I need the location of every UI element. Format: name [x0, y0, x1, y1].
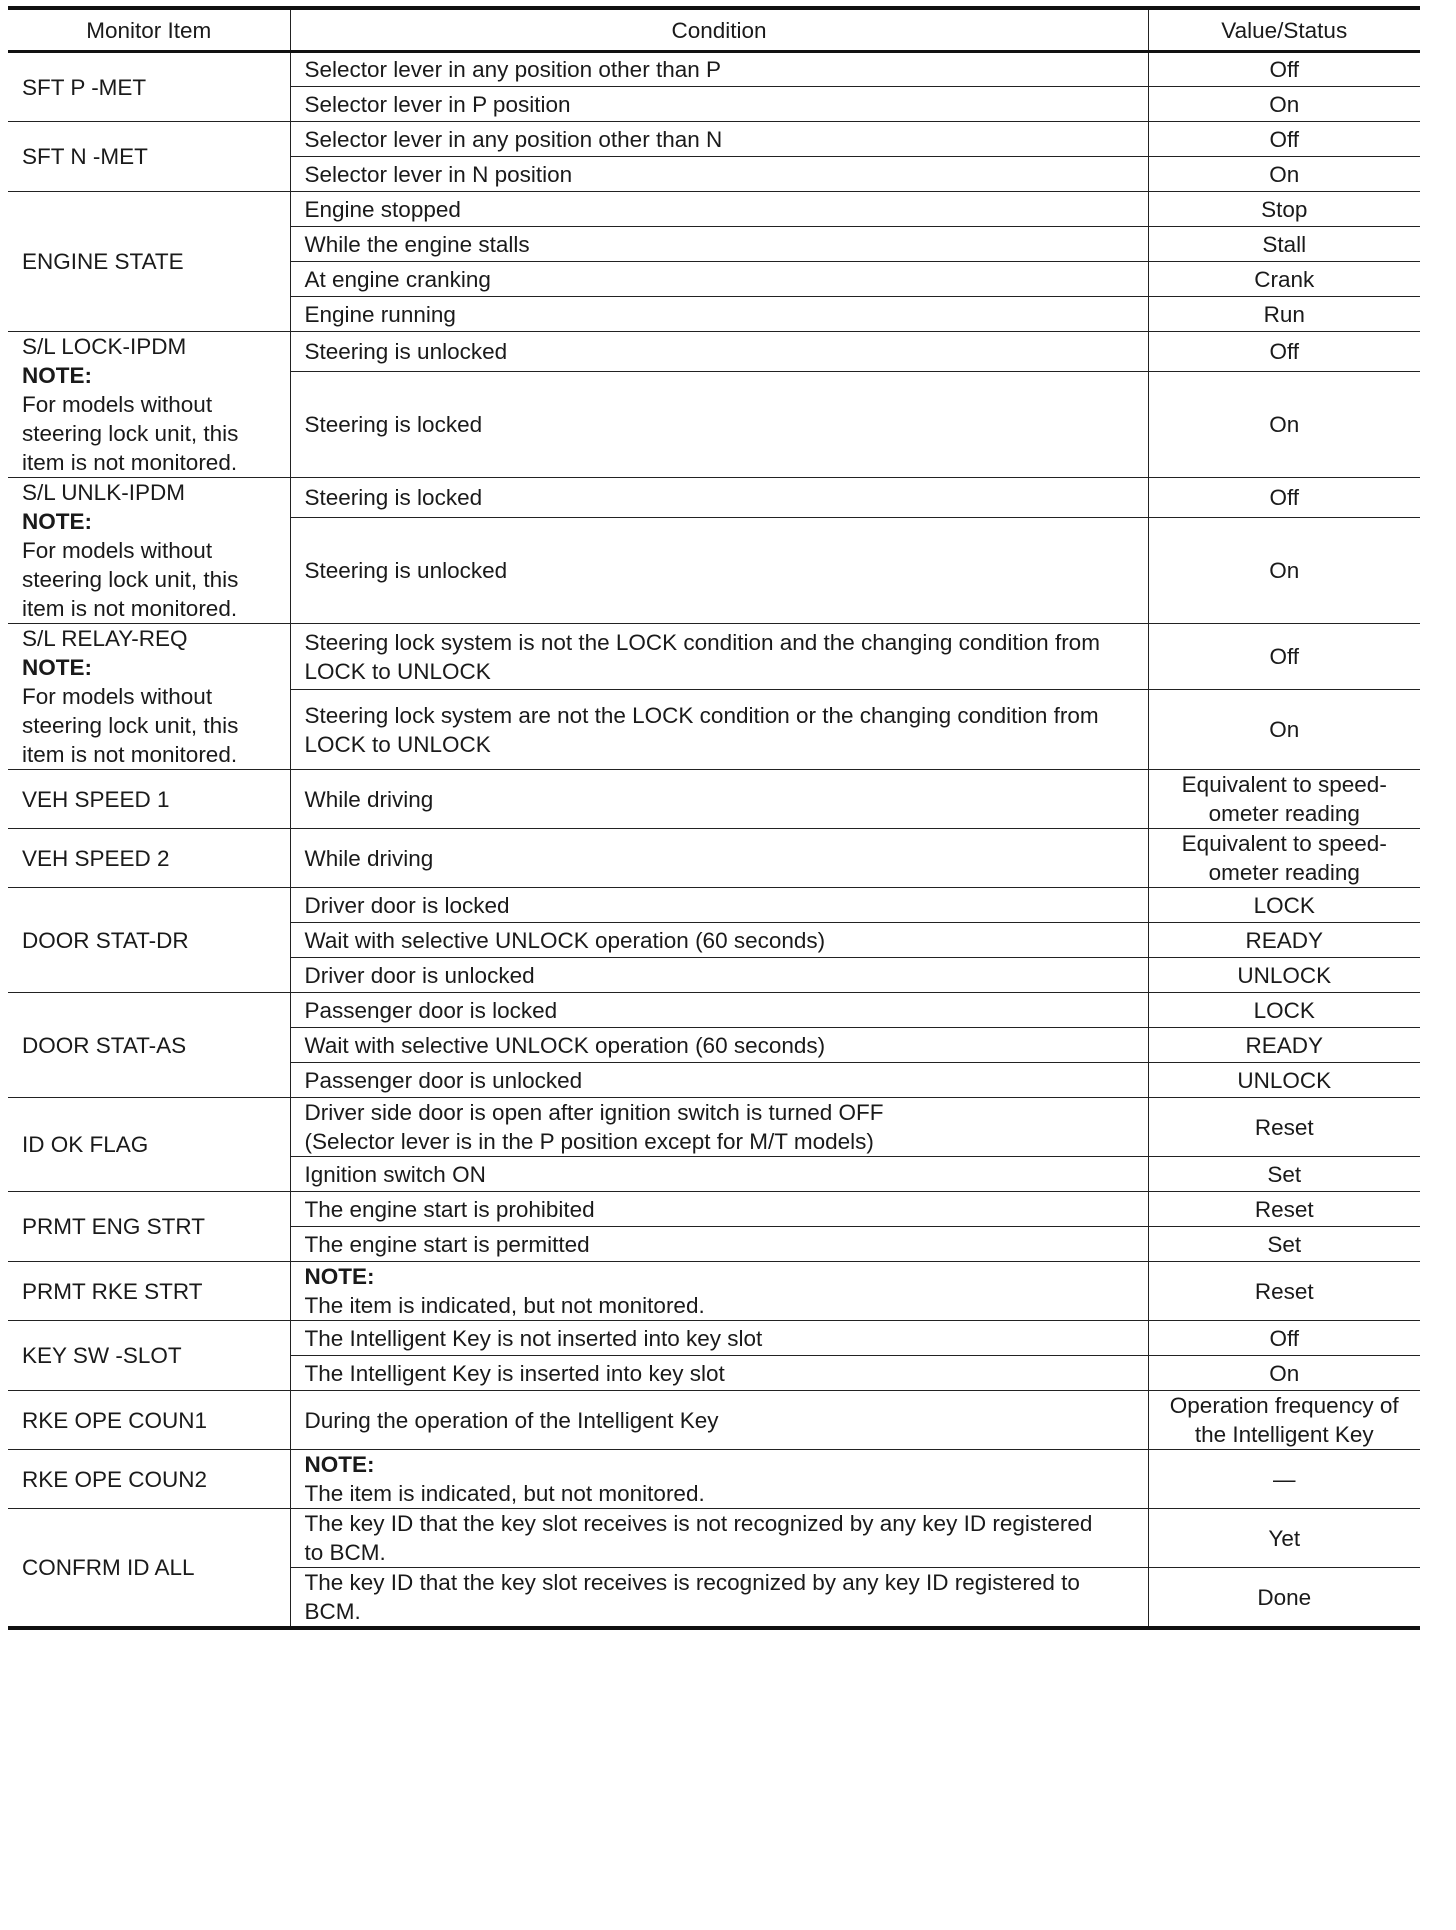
monitor-item-cell [8, 332, 290, 478]
condition-line: BCM. [304, 1599, 361, 1624]
value-cell: Done [1148, 1568, 1420, 1629]
condition-cell: While driving [290, 770, 1148, 829]
value-line: ometer reading [1208, 860, 1360, 885]
value-line: the Intelligent Key [1194, 1422, 1374, 1447]
header-monitor-item: Monitor Item [8, 8, 290, 52]
value-cell: Set [1148, 1227, 1420, 1262]
monitor-item-cell: PRMT RKE STRT [8, 1262, 290, 1321]
table-row [8, 1509, 1420, 1568]
value-cell: On [1148, 87, 1420, 122]
table-row [8, 1391, 1420, 1450]
condition-cell [290, 624, 1148, 690]
table-row [8, 888, 1420, 923]
table-row [8, 332, 1420, 372]
monitor-item-table [8, 6, 1420, 1630]
condition-cell: Selector lever in N position [290, 157, 1148, 192]
table-row [8, 192, 1420, 227]
condition-cell: During the operation of the Intelligent Key [290, 1391, 1148, 1450]
condition-cell: Passenger door is locked [290, 993, 1148, 1028]
condition-cell: While driving [290, 829, 1148, 888]
condition-line: The key ID that the key slot receives is not recognized by any key ID registered [304, 1511, 1093, 1536]
condition-cell: Passenger door is unlocked [290, 1063, 1148, 1098]
condition-line: to BCM. [304, 1540, 386, 1565]
table-header-row [8, 8, 1420, 52]
condition-cell [290, 1509, 1148, 1568]
condition-line: Steering lock system are not the LOCK condition or the changing condition from [304, 702, 1099, 728]
value-cell: Reset [1148, 1192, 1420, 1227]
condition-cell: The engine start is prohibited [290, 1192, 1148, 1227]
value-cell: READY [1148, 1028, 1420, 1063]
note-label: NOTE: [22, 363, 92, 388]
condition-line: LOCK to UNLOCK [304, 658, 491, 684]
condition-cell: Ignition switch ON [290, 1157, 1148, 1192]
condition-line: The item is indicated, but not monitored. [304, 1293, 705, 1318]
value-cell: Off [1148, 52, 1420, 87]
monitor-item-cell: ENGINE STATE [8, 192, 290, 332]
value-cell: Off [1148, 122, 1420, 157]
condition-cell: Steering is locked [290, 478, 1148, 518]
table-row [8, 1321, 1420, 1356]
monitor-item-cell: RKE OPE COUN1 [8, 1391, 290, 1450]
value-cell: On [1148, 690, 1420, 770]
note-text: For models without [22, 392, 213, 417]
value-line: Operation frequency of [1169, 1393, 1399, 1418]
condition-line: The key ID that the key slot receives is recognized by any key ID registered to [304, 1570, 1080, 1595]
value-cell: READY [1148, 923, 1420, 958]
value-cell: Off [1148, 1321, 1420, 1356]
note-label: NOTE: [22, 509, 92, 534]
note-text: steering lock unit, this [22, 713, 239, 738]
value-cell: Run [1148, 297, 1420, 332]
monitor-item-cell: ID OK FLAG [8, 1098, 290, 1192]
value-cell: UNLOCK [1148, 1063, 1420, 1098]
monitor-item-cell: DOOR STAT-DR [8, 888, 290, 993]
value-cell: Off [1148, 624, 1420, 690]
condition-cell [290, 690, 1148, 770]
condition-cell: Steering is unlocked [290, 332, 1148, 372]
value-cell: Set [1148, 1157, 1420, 1192]
value-cell: Yet [1148, 1509, 1420, 1568]
monitor-item-cell: VEH SPEED 2 [8, 829, 290, 888]
value-cell: — [1148, 1450, 1420, 1509]
value-cell: Reset [1148, 1098, 1420, 1157]
note-text: item is not monitored. [22, 450, 238, 475]
value-cell [1148, 1391, 1420, 1450]
monitor-item-cell: SFT P -MET [8, 52, 290, 122]
table-row [8, 829, 1420, 888]
monitor-item-cell: CONFRM ID ALL [8, 1509, 290, 1629]
table-row [8, 770, 1420, 829]
condition-line: Steering lock system is not the LOCK condition and the changing condition from [304, 629, 1100, 655]
condition-cell: Selector lever in any position other than N [290, 122, 1148, 157]
monitor-item-cell [8, 624, 290, 770]
monitor-item-name: S/L RELAY-REQ [22, 626, 188, 651]
table-row [8, 993, 1420, 1028]
condition-line: The item is indicated, but not monitored. [304, 1481, 705, 1506]
value-cell [1148, 770, 1420, 829]
condition-cell: Driver door is locked [290, 888, 1148, 923]
monitor-item-name: S/L LOCK-IPDM [22, 334, 187, 359]
value-cell: Off [1148, 332, 1420, 372]
monitor-item-cell: RKE OPE COUN2 [8, 1450, 290, 1509]
condition-cell: Steering is unlocked [290, 517, 1148, 623]
condition-cell [290, 1098, 1148, 1157]
monitor-item-name: S/L UNLK-IPDM [22, 480, 185, 505]
note-text: For models without [22, 538, 213, 563]
table-row [8, 624, 1420, 690]
condition-cell: Driver door is unlocked [290, 958, 1148, 993]
header-condition: Condition [290, 8, 1148, 52]
condition-cell: Steering is locked [290, 371, 1148, 477]
note-text: steering lock unit, this [22, 567, 239, 592]
header-value-status: Value/Status [1148, 8, 1420, 52]
condition-cell: Wait with selective UNLOCK operation (60 seconds) [290, 923, 1148, 958]
table-row [8, 1098, 1420, 1157]
condition-cell [290, 1262, 1148, 1321]
monitor-item-cell: VEH SPEED 1 [8, 770, 290, 829]
condition-cell: The engine start is permitted [290, 1227, 1148, 1262]
value-cell: LOCK [1148, 888, 1420, 923]
condition-cell: At engine cranking [290, 262, 1148, 297]
monitor-item-cell: DOOR STAT-AS [8, 993, 290, 1098]
value-cell: Reset [1148, 1262, 1420, 1321]
value-cell: LOCK [1148, 993, 1420, 1028]
condition-cell: The Intelligent Key is inserted into key slot [290, 1356, 1148, 1391]
condition-cell: Wait with selective UNLOCK operation (60 seconds) [290, 1028, 1148, 1063]
value-cell [1148, 829, 1420, 888]
value-cell: Off [1148, 478, 1420, 518]
value-cell: Stall [1148, 227, 1420, 262]
table-row [8, 1192, 1420, 1227]
monitor-item-cell: SFT N -MET [8, 122, 290, 192]
note-text: For models without [22, 684, 213, 709]
note-label: NOTE: [304, 1452, 375, 1477]
condition-line: (Selector lever is in the P position except for M/T models) [304, 1129, 874, 1154]
value-cell: On [1148, 1356, 1420, 1391]
value-cell: Stop [1148, 192, 1420, 227]
table-row [8, 478, 1420, 518]
note-label: NOTE: [22, 655, 92, 680]
condition-cell: While the engine stalls [290, 227, 1148, 262]
value-line: Equivalent to speed- [1181, 831, 1387, 856]
value-cell: On [1148, 157, 1420, 192]
table-row [8, 122, 1420, 157]
condition-cell: Engine stopped [290, 192, 1148, 227]
condition-cell: The Intelligent Key is not inserted into key slot [290, 1321, 1148, 1356]
note-label: NOTE: [304, 1264, 375, 1289]
value-line: Equivalent to speed- [1181, 772, 1387, 797]
value-cell: Crank [1148, 262, 1420, 297]
condition-line: Driver side door is open after ignition switch is turned OFF [304, 1100, 884, 1125]
condition-cell: Engine running [290, 297, 1148, 332]
monitor-item-cell [8, 478, 290, 624]
condition-cell: Selector lever in any position other than P [290, 52, 1148, 87]
condition-cell: Selector lever in P position [290, 87, 1148, 122]
value-cell: UNLOCK [1148, 958, 1420, 993]
value-cell: On [1148, 517, 1420, 623]
condition-line: LOCK to UNLOCK [304, 731, 491, 757]
value-line: ometer reading [1208, 801, 1360, 826]
monitor-item-cell: KEY SW -SLOT [8, 1321, 290, 1391]
value-cell: On [1148, 371, 1420, 477]
condition-cell [290, 1568, 1148, 1629]
table-row [8, 1450, 1420, 1509]
condition-cell [290, 1450, 1148, 1509]
note-text: steering lock unit, this [22, 421, 239, 446]
note-text: item is not monitored. [22, 596, 238, 621]
table-row [8, 52, 1420, 87]
note-text: item is not monitored. [22, 742, 238, 767]
table-row [8, 1262, 1420, 1321]
monitor-item-cell: PRMT ENG STRT [8, 1192, 290, 1262]
